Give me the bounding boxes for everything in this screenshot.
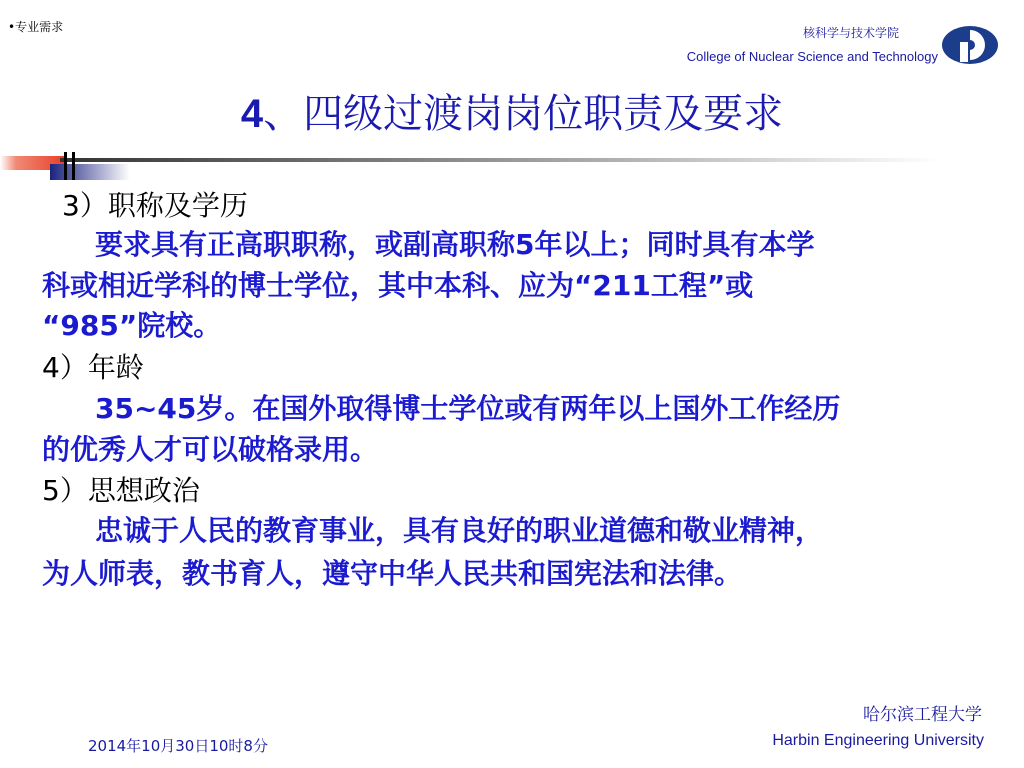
- section-heading-qualification: 3）职称及学历: [62, 189, 248, 222]
- qualification-line: 科或相近学科的博士学位，其中本科、应为“211工程”或: [42, 269, 754, 302]
- university-name-en: Harbin Engineering University: [772, 732, 984, 749]
- title-text: 、四级过渡岗岗位职责及要求: [263, 91, 784, 137]
- section-heading-politics: 5）思想政治: [42, 474, 200, 507]
- university-name-cn: 哈尔滨工程大学: [863, 705, 982, 725]
- title-divider: [0, 150, 1024, 180]
- heu-logo-icon: [940, 24, 1000, 66]
- politics-line: 忠诚于人民的教育事业，具有良好的职业道德和敬业精神，: [95, 514, 824, 547]
- college-name-en: College of Nuclear Science and Technology: [686, 49, 938, 64]
- section-tag: •专业需求: [8, 20, 64, 34]
- age-line: 35~45岁。在国外取得博士学位或有两年以上国外工作经历: [95, 392, 841, 425]
- college-name-cn: 核科学与技术学院: [802, 26, 899, 40]
- qualification-line: “985”院校。: [42, 309, 222, 342]
- title-number: 4: [240, 92, 264, 136]
- page-title: [0, 82, 1024, 139]
- age-line: 的优秀人才可以破格录用。: [42, 433, 379, 466]
- qualification-line: 要求具有正高职职称，或副高职称5年以上；同时具有本学: [95, 228, 815, 261]
- slide-date: 2014年10月30日10时8分: [88, 737, 268, 755]
- section-heading-age: 4）年龄: [42, 351, 144, 384]
- politics-line: 为人师表，教书育人，遵守中华人民共和国宪法和法律。: [42, 557, 743, 590]
